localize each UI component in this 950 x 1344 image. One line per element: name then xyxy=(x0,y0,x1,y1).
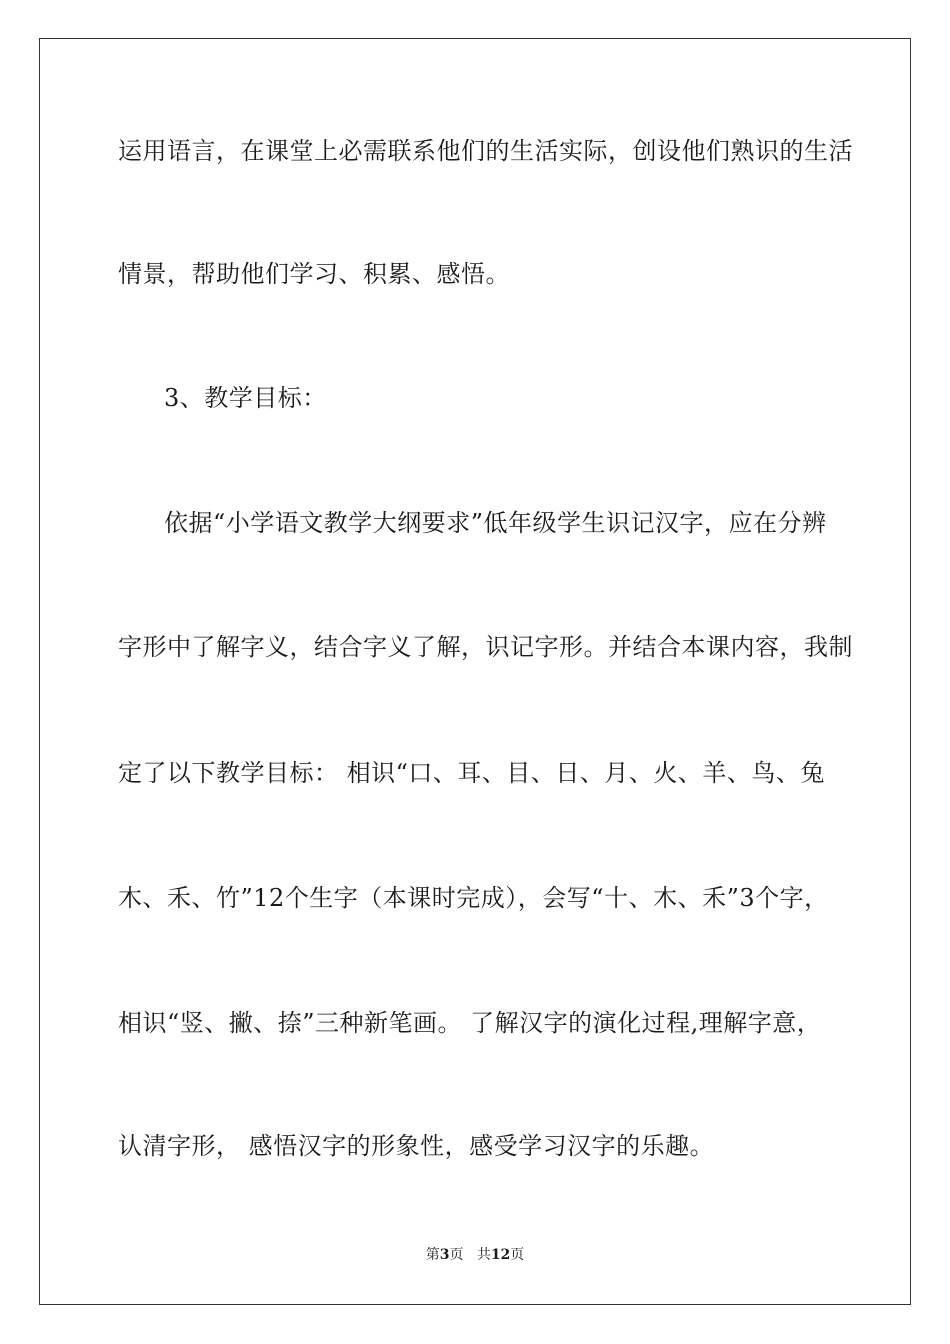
total-suffix: 页 xyxy=(510,1247,525,1263)
page-suffix: 页 xyxy=(449,1247,464,1263)
body-line-4: 依据“小学语文教学大纲要求”低年级学生识记汉字，应在分辨 xyxy=(164,509,827,537)
total-prefix: 共 xyxy=(476,1247,491,1263)
page-number: 3 xyxy=(439,1247,450,1263)
page-prefix: 第 xyxy=(425,1247,440,1263)
page-footer xyxy=(0,1245,950,1265)
body-line-9: 认清字形， 感悟汉字的形象性，感受学习汉字的乐趣。 xyxy=(118,1132,715,1160)
page-frame xyxy=(39,38,911,1305)
body-line-2: 情景，帮助他们学习、积累、感悟。 xyxy=(118,260,510,288)
section-heading: 3、教学目标： xyxy=(164,384,327,412)
total-pages: 12 xyxy=(490,1247,511,1263)
body-line-6: 定了以下教学目标： 相识“口、耳、目、日、月、火、羊、鸟、兔 xyxy=(118,759,825,787)
body-line-7: 木、禾、竹”12个生字（本课时完成），会写“十、木、禾”3个字， xyxy=(118,884,829,912)
body-line-5: 字形中了解字义，结合字义了解，识记字形。并结合本课内容，我制 xyxy=(118,633,853,661)
body-line-8: 相识“竖、撇、捺”三种新笔画。 了解汉字的演化过程,理解字意， xyxy=(118,1009,822,1037)
body-line-1: 运用语言，在课堂上必需联系他们的生活实际，创设他们熟识的生活 xyxy=(118,137,853,165)
